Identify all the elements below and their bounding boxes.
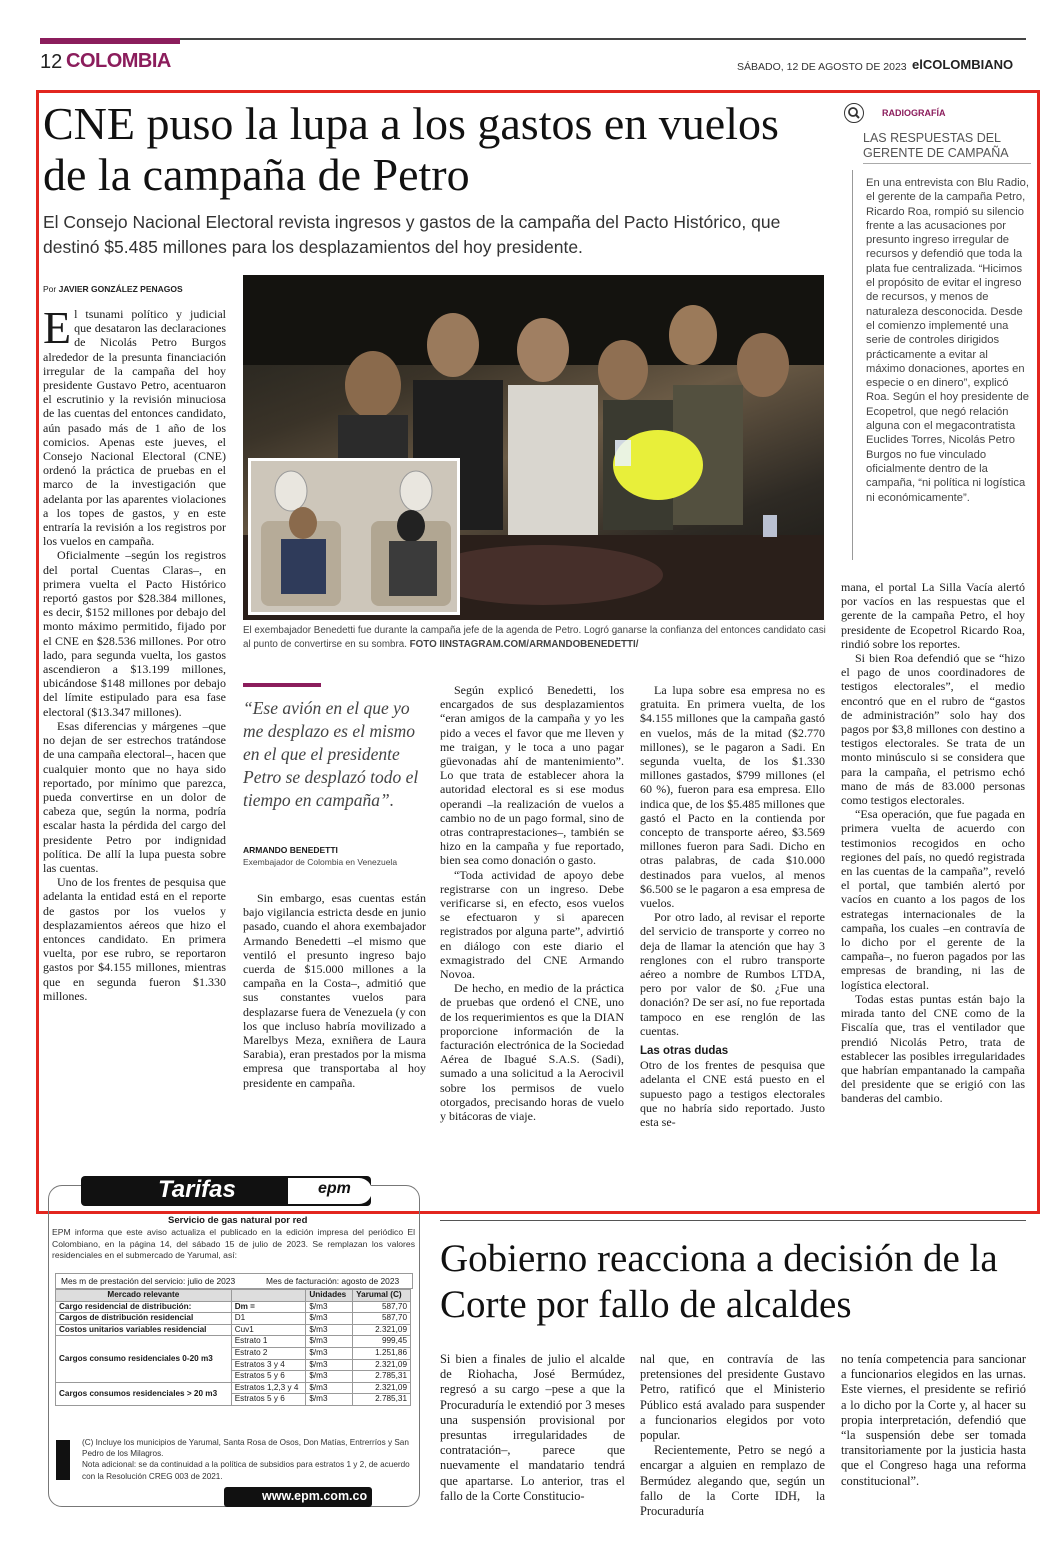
quote-author: ARMANDO BENEDETTI: [243, 845, 338, 855]
table-cell: Cuv1: [231, 1324, 306, 1336]
table-cell: $/m3: [306, 1347, 353, 1359]
vigilado-seal-icon: [56, 1440, 70, 1480]
paragraph: De hecho, en medio de la práctica de pruebas que ordenó el CNE, uno de los requerimientos es que la DIAN proporcione información de la facturación electrónica de la Sociedad Aérea de Ibagué S.A.S. (Sadi), sumado a una solicitud a la Aerocivil sobre los permisos de vuelo otorgados, precisando horas de vuelo y bitácoras de viaje.: [440, 981, 624, 1124]
rates-table: [55, 1289, 411, 1406]
table-cell: $/m3: [306, 1336, 353, 1348]
column-header: Mercado relevante: [56, 1290, 232, 1302]
caption-text: El exembajador Benedetti fue durante la campaña jefe de la agenda de Petro. Logró ganarse la confianza del entonces candidato casi al punto de convertirse en su sombra.: [243, 625, 826, 650]
table-cell: $/m3: [306, 1382, 353, 1394]
article2-column-3: [841, 1352, 1026, 1489]
article2-column-1: [440, 1352, 625, 1504]
table-cell: Estratos 3 y 4: [231, 1359, 306, 1371]
inset-airplane-cabin: [251, 461, 457, 612]
photo-credit: FOTO IINSTAGRAM.COM/ARMANDOBENEDETTI/: [409, 638, 639, 650]
article-column-2: [243, 891, 426, 1090]
section-name: COLOMBIA: [66, 50, 171, 72]
photo-caption: [243, 624, 828, 651]
quote-accent-bar: [243, 683, 321, 687]
paragraph: mana, el portal La Silla Vacía alertó por vacíos en las respuestas que el gerente de la campaña Petro, el hoy presidente de Ecopetrol Ricardo Roa, rindió sobre los reportes.: [841, 580, 1025, 651]
table-cell: $/m3: [306, 1359, 353, 1371]
table-cell: 1.251,86: [353, 1347, 411, 1359]
paragraph: Todas estas puntas están bajo la mirada tanto del CNE como de la Fiscalía que, tras el ventilador que prendió Nicolás Petro, trata de establecer las posibles irregularidades que habrían empantanado la campaña del presidente que se erigió con las banderas del cambio.: [841, 991, 1025, 1106]
sidebar-text: En una entrevista con Blu Radio, el gerente de la campaña Petro, Ricardo Roa, rompió su silencio frente a las acusaciones por presunto ingreso irregular de recursos y defendió que toda la plata fue centralizada. “Hicimos el propósito de evitar el ingreso de recursos, y menos de naturaleza desconocida. Desde el comienzo implementé una serie de controles dirigidos prácticamente a evitar al máximo donaciones, aportes en especie o en dinero”, explicó Roa. Según el hoy presidente de Ecopetrol, que negó relación alguna con el megacontratista Euclides Torres, Nicolás Petro Burgos no fue vinculado oficialmente dentro de la campaña, “ni política ni logística ni económicamente”.: [866, 177, 1029, 504]
ad-note-municipios: (C) Incluye los municipios de Yarumal, Santa Rosa de Osos, Don Matías, Entrerríos y San Pedro de los Milagros.: [82, 1438, 409, 1459]
article-column-1: [43, 302, 226, 1003]
table-cell: 2.321,09: [353, 1324, 411, 1336]
table-cell: 2.785,31: [353, 1371, 411, 1383]
article2-headline: Gobierno reacciona a decisión de la Corte por fallo de alcaldes: [440, 1237, 998, 1326]
table-cell: $/m3: [306, 1371, 353, 1383]
article-column-3: [440, 683, 624, 1123]
paragraph: Otro de los frentes de pesquisa que adelanta el CNE está puesto en el supuesto pago a testigos electorales que no habría sido reportado. Justo esta se-: [640, 1058, 825, 1130]
masthead-rule: [40, 38, 1026, 40]
table-cell: Estratos 5 y 6: [231, 1394, 306, 1406]
table-cell: $/m3: [306, 1301, 353, 1313]
paragraph: Por otro lado, al revisar el reporte del servicio de transporte y correo no deja de llamar la atención que hay 3 renglones con el rubro transporte aéreo a nombre de Rumbos LTDA, pero por valor de $0. ¿Fue una donación? De ser así, no fue reportada tampoco en ese renglón de las cuentas.: [640, 910, 825, 1038]
paragraph: no tenía competencia para sancionar a funcionarios elegidos en las urnas. Este viernes, el presidente se refirió a lo dicho por la Corte y, al hacer su propia interpretación, defendió que “la suspensión debe ser tomada transitoriamente por la justicia hasta que el Congreso haga una reforma constitucional”.: [841, 1352, 1026, 1488]
table-cell: 587,70: [353, 1313, 411, 1325]
paragraph: Si bien a finales de julio el alcalde de Riohacha, José Bermúdez, regresó a su cargo –pese a que la Procuraduría le extendió por 3 meses una suspensión provisional por presuntas irregularidades de contratación–, parece que nuevamente el mandatario tendrá que apartarse. Lo anterior, tras el fallo de la Corte Constitucio-: [440, 1352, 625, 1503]
table-row: [56, 1324, 411, 1336]
paragraph: Esas diferencias y márgenes –que no dejan de ser estrechos tratándose de una campaña electoral–, hacen que cualquier monto que no haya sido reportado, por mínimo que parezca, pueda convertirse en un dolor de cabeza que, según la norma, podría escalar hasta la pérdida del cargo del presidente Petro por indignidad política. De allí la lupa puesta sobre las cuentas.: [43, 718, 226, 875]
paragraph: Si bien Roa defendió que se “hizo el pago de unos coordinadores de testigos electorales”, el medio encontró que en el rubro de “gastos de administración” solo hay dos pagos por $3,8 millones con destino a testigos electorales. Se trata de un monto minúsculo si se considera que para la campaña, el petrismo echó mano de más de 83.000 personas como testigos electorales.: [841, 651, 1025, 808]
paragraph: Oficialmente –según los registros del portal Cuentas Claras–, en primera vuelta el Pacto Histórico reportó gastos por $28.384 millones, es decir, $152 millones por debajo del monto máximo permitido, fijado por el CNE en $28.536 millones. Por otro lado, para segunda vuelta, los gastos ascendieron a $13.199 millones, ubicándose $148 millones por debajo del límite estipulado para esa fase electoral ($13.347 millones).: [43, 548, 226, 719]
ad-intro: EPM informa que este aviso actualiza el publicado en la edición impresa del periódico El Colombiano, en la página 14, del sábado 15 de julio de 2023. Se remplazan los valores residenciales en el submercado de Yarumal, así:: [52, 1227, 415, 1260]
sidebar-title: LAS RESPUESTAS DEL GERENTE DE CAMPAÑA: [863, 131, 1031, 164]
paragraph: l tsunami político y judicial que desataron las declaraciones de Nicolás Petro Burgos alrededor de la presunta financiación irregular de la campaña del hoy presidente Gustavo Petro, acentuaron el escrutinio y la revisión minuciosa de las cuentas del entonces candidato, aún pasado más de 1 año de los comicios. Apenas este jueves, el Consejo Nacional Electoral (CNE) ordenó la práctica de pruebas en el marco de la investigación que adelanta por las aparentes violaciones a los topes de gastos, y en este entraría la revisión a los registros por los vuelos en campaña.: [43, 307, 226, 549]
table-cell: 2.785,31: [353, 1394, 411, 1406]
paragraph: Recientemente, Petro se negó a encargar a alguien en remplazo de Bermúdez alegando que, según un fallo de la Corte IDH, la Procuraduría: [640, 1443, 825, 1519]
table-cell: D1: [231, 1313, 306, 1325]
table-cell: 2.321,09: [353, 1382, 411, 1394]
ad-period-row: [55, 1273, 413, 1289]
table-row: [56, 1301, 411, 1313]
table-cell: $/m3: [306, 1313, 353, 1325]
quote-author-role: Exembajador de Colombia en Venezuela: [243, 857, 398, 867]
byline-prefix: Por: [43, 284, 57, 294]
table-cell: Estratos 5 y 6: [231, 1371, 306, 1383]
table-row: [56, 1336, 411, 1348]
table-cell: Estratos 1,2,3 y 4: [231, 1382, 306, 1394]
paragraph: “Toda actividad de apoyo debe registrarse con un ingreso. Debe verificarse si, en efecto, esos vuelos se efectuaron y si aparecen registrados por alguna parte”, advirtió en diálogo con este diario el exmagistrado del CNE Armando Novoa.: [440, 867, 624, 982]
column-header: Unidades: [306, 1290, 353, 1302]
column-header: Yarumal (C): [353, 1290, 411, 1302]
article-column-5: [841, 580, 1025, 1106]
table-cell: Cargos consumo residenciales 0-20 m3: [56, 1336, 232, 1382]
service-month: Mes m de prestación del servicio: julio de 2023: [61, 1276, 236, 1286]
page-number: 12: [40, 51, 63, 73]
table-cell: Cargos de distribución residencial: [56, 1313, 232, 1325]
ad-notes: [82, 1437, 412, 1482]
article-headline: CNE puso la lupa a los gastos en vuelos de la campaña de Petro: [43, 98, 779, 200]
table-cell: Estrato 2: [231, 1347, 306, 1359]
newspaper-brand: elCOLOMBIANO: [912, 57, 1014, 72]
paragraph: La lupa sobre esa empresa no es gratuita. En primera vuelta, de los $4.155 millones que la campaña gastó en vuelos, más de la mitad ($2.770 millones), se le pagaron a Sadi. En segunda vuelta, de los $1.330 millones gastados, $799 millones (el 60 %), fueron para esa empresa. Ello indica que, de los $5.485 millones que gastó el Pacto en la contienda por concepto de transporte aéreo, $3.569 millones fueron para Sadi. Dicho en otras palabras, de cada $10.000 destinados para vuelos, al menos $6.500 se le pagaron a esa empresa de vuelos.: [640, 683, 825, 911]
paragraph: Sin embargo, esas cuentas están bajo vigilancia estricta desde en junio pasado, cuando el ahora exembajador Armando Benedetti –el mismo que ventiló el presunto ingreso bajo cuerda de $15.000 millones a la campaña en la Costa–, admitió que sus constantes vuelos para desplazarse fuera de Venezuela (y con los que incluso habría movilizado a Marelbys Meza, exniñera de Laura Sarabia), eran prestados por la misma empresa que transportaba al hoy presidente en campaña.: [243, 891, 426, 1090]
article-column-4: [640, 683, 825, 1129]
ad-website-link[interactable]: www.epm.com.co: [262, 1489, 368, 1503]
byline-author: JAVIER GONZÁLEZ PENAGOS: [58, 284, 183, 294]
article2-column-2: [640, 1352, 825, 1519]
dropcap: E: [43, 302, 72, 353]
article-deck: El Consejo Nacional Electoral revista ingresos y gastos de la campaña del Pacto Histórico, que destinó $5.485 millones para los desplazamientos del hoy presidente.: [43, 212, 781, 257]
article2-top-rule: [440, 1220, 1026, 1221]
table-cell: Cargo residencial de distribución:: [56, 1301, 232, 1313]
table-cell: Dm =: [231, 1301, 306, 1313]
table-cell: 999,45: [353, 1336, 411, 1348]
billing-month: Mes de facturación: agosto de 2023: [266, 1276, 400, 1286]
byline: [43, 284, 183, 294]
ad-note-subsidios: Nota adicional: se da continuidad a la política de subsidios para estratos 1 y 2, de acuerdo con la Resolución CREG 003 de 2021.: [82, 1460, 410, 1481]
section-accent: [40, 38, 180, 44]
magnifier-icon: [844, 103, 864, 123]
table-cell: $/m3: [306, 1324, 353, 1336]
table-cell: $/m3: [306, 1394, 353, 1406]
table-cell: Estrato 1: [231, 1336, 306, 1348]
ad-subtitle: Servicio de gas natural por red: [168, 1215, 308, 1226]
sidebar-label: RADIOGRAFÍA: [882, 108, 946, 118]
sidebar-rule: [852, 170, 853, 560]
inset-photo: [248, 458, 460, 615]
paragraph: “Esa operación, que fue pagada en primera vuelta de acuerdo con testimonios recogidos en ocho regiones del país, no quedó registrada en las cuentas de la campaña”, reveló el portal, que también alertó por vacíos en cuanto a los pagos de los estrategas internacionales de la campaña, los cuales –en contravía de lo dicho por el gerente de la campaña–, no fueron pagados por las empresas de branding, ni las de logística electoral.: [841, 807, 1025, 992]
pull-quote: “Ese avión en el que yo me desplazo es el mismo en el que el presidente Petro se desplazó todo el tiempo en campaña”.: [243, 698, 419, 810]
ad-title: Tarifas: [158, 1176, 236, 1203]
table-header-row: [56, 1290, 411, 1302]
column-header: [231, 1290, 306, 1302]
table-cell: Cargos consumos residenciales > 20 m3: [56, 1382, 232, 1405]
epm-logo: epm: [318, 1180, 351, 1197]
paragraph: Uno de los frentes de pesquisa que adelanta la entidad está en el reporte de gastos por los vuelos y desplazamientos aéreos que hizo el entonces candidato. En primera vuelta, por ese rubro, se reportaron gastos por $4.155 millones, mientras que en segunda fueron $1.330 millones.: [43, 875, 226, 1003]
table-cell: 587,70: [353, 1301, 411, 1313]
table-row: [56, 1313, 411, 1325]
issue-date: SÁBADO, 12 DE AGOSTO DE 2023: [737, 61, 907, 73]
paragraph: Según explicó Benedetti, los encargados de sus desplazamientos “eran amigos de la campaña y yo les pido a veces el favor que me lleven y me traigan, y le toca a uno pagar güevonadas ahí de mantenimiento”. Lo que trata de establecer ahora la autoridad electoral es si ese modus operandi –la realización de vuelos a cambio no de un pago formal, sino de otras contraprestaciones–, también se hizo en la campaña y fue reportado, bien sea como donación o gasto.: [440, 683, 624, 868]
table-cell: Costos unitarios variables residencial: [56, 1324, 232, 1336]
table-cell: 2.321,09: [353, 1359, 411, 1371]
table-row: [56, 1382, 411, 1394]
paragraph: nal que, en contravía de las pretensiones del presidente Gustavo Petro, ratificó que el Ministerio Público está avalado para suspender a funcionarios elegidos por voto popular.: [640, 1352, 825, 1443]
article-subhead: Las otras dudas: [640, 1045, 729, 1058]
